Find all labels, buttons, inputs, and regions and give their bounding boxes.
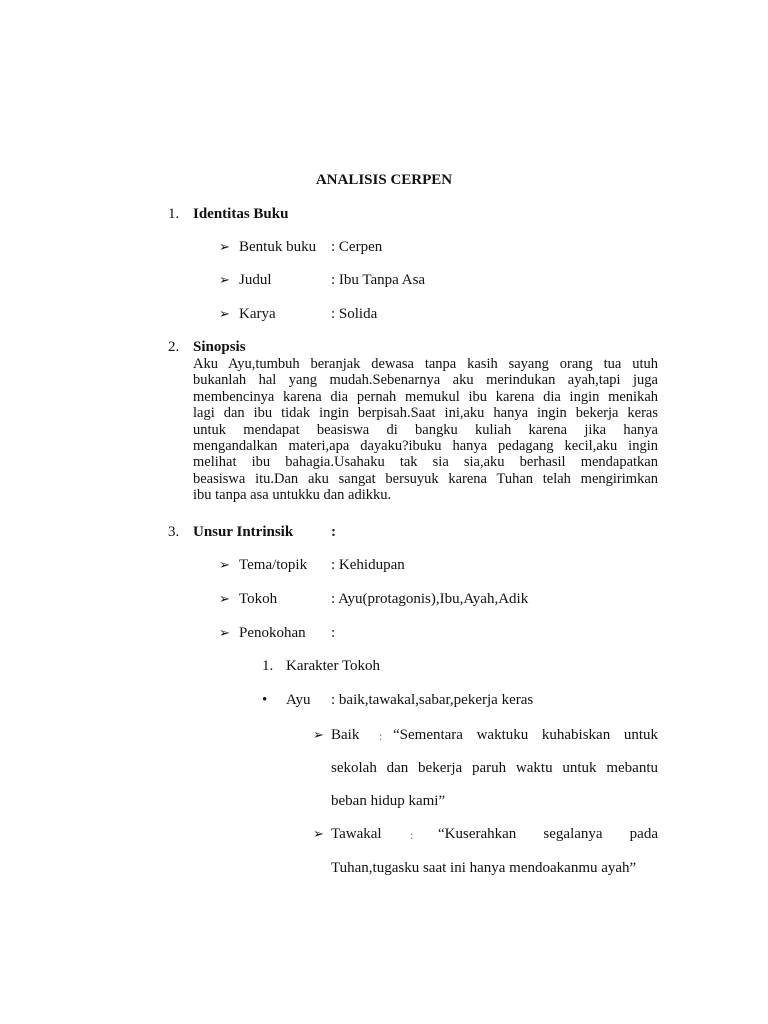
identitas-row [219, 272, 426, 289]
ayu-value: : baik,tawakal,sabar,pekerja keras [331, 692, 534, 708]
arrow-bullet-icon: ➢ [219, 591, 230, 606]
quote-separator: : [410, 828, 414, 842]
intrinsik-row [219, 625, 336, 642]
arrow-bullet-icon: ➢ [219, 272, 230, 287]
section-heading-sinopsis: Sinopsis [193, 339, 246, 355]
sinopsis-line: melihat ibu bahagia.Usahaku tak sia sia,aku berhasil mendapatkan [193, 454, 658, 471]
section-number: 3. [168, 524, 180, 540]
section-number: 1. [168, 206, 180, 222]
quote-text [331, 860, 656, 877]
identitas-value: : Ibu Tanpa Asa [331, 272, 426, 288]
intrinsik-label: Tokoh [239, 591, 278, 607]
quote-text [393, 727, 658, 744]
quote-text [331, 760, 658, 777]
identitas-value: : Cerpen [331, 239, 383, 255]
section-number: 2. [168, 339, 180, 355]
arrow-bullet-icon: ➢ [219, 306, 230, 321]
intrinsik-value: : Ayu(protagonis),Ibu,Ayah,Adik [331, 591, 529, 607]
quote-label: Baik [331, 727, 360, 743]
karakter-number: 1. [262, 658, 274, 674]
arrow-bullet-icon: ➢ [219, 239, 230, 254]
ayu-label: Ayu [286, 692, 311, 708]
sinopsis-paragraph [193, 356, 658, 504]
sinopsis-line: lagi dan ibu tidak ingin berpisah.Saat ini,aku hanya ingin bekerja keras [193, 405, 658, 422]
identitas-row [219, 239, 383, 256]
sinopsis-line: ibu tanpa asa untukku dan adikku. [193, 487, 392, 504]
quote-line: Tuhan,tugasku saat ini hanya mendoakanmu ayah” [331, 860, 637, 876]
sinopsis-line: bukanlah hal yang mudah.Sebenarnya aku merindukan ayah,tapi juga [193, 372, 658, 389]
quote-text [331, 793, 656, 810]
section-heading-intrinsik: Unsur Intrinsik [193, 524, 294, 540]
sinopsis-line: mengandalkan materi,apa dayaku?ibuku hanya pedagang kecil,aku ingin [193, 437, 658, 454]
quote-text [438, 826, 658, 843]
quote-label: Tawakal [331, 826, 382, 842]
intrinsik-label: Penokohan [239, 625, 306, 641]
arrow-bullet-icon: ➢ [313, 826, 324, 841]
quote-line: “Kuserahkan segalanya pada [438, 826, 658, 842]
sinopsis-line: untuk mendapat beasiswa di bangku kuliah karena jika hanya [193, 421, 658, 438]
quote-line: sekolah dan bekerja paruh waktu untuk mebantu [331, 760, 658, 776]
intrinsik-row [219, 591, 529, 608]
section-heading-identitas: Identitas Buku [193, 206, 289, 222]
bullet-dot-icon: • [262, 692, 268, 708]
quote-line: “Sementara waktuku kuhabiskan untuk [393, 727, 658, 743]
intrinsik-value: : [331, 625, 336, 641]
identitas-label: Karya [239, 306, 276, 322]
karakter-label: Karakter Tokoh [286, 658, 381, 674]
intrinsik-label: Tema/topik [239, 557, 308, 573]
document-title: ANALISIS CERPEN [315, 172, 453, 188]
identitas-row [219, 306, 378, 323]
quote-separator: : [379, 729, 383, 743]
sinopsis-line: beasiswa itu.Dan aku sangat bersuyuk karena Tuhan telah mengirimkan [193, 470, 658, 487]
quote-line: beban hidup kami” [331, 793, 446, 809]
intrinsik-row [219, 557, 405, 574]
identitas-label: Judul [239, 272, 272, 288]
section-heading-colon: : [331, 524, 336, 540]
arrow-bullet-icon: ➢ [219, 557, 230, 572]
identitas-label: Bentuk buku [239, 239, 317, 255]
arrow-bullet-icon: ➢ [219, 625, 230, 640]
sinopsis-line: membencinya karena dia pernah memukul ibu karena dia ingin menikah [193, 388, 658, 405]
identitas-value: : Solida [331, 306, 378, 322]
sinopsis-line: Aku Ayu,tumbuh beranjak dewasa tanpa kasih sayang orang tua utuh [193, 356, 658, 372]
arrow-bullet-icon: ➢ [313, 727, 324, 742]
intrinsik-value: : Kehidupan [331, 557, 405, 573]
